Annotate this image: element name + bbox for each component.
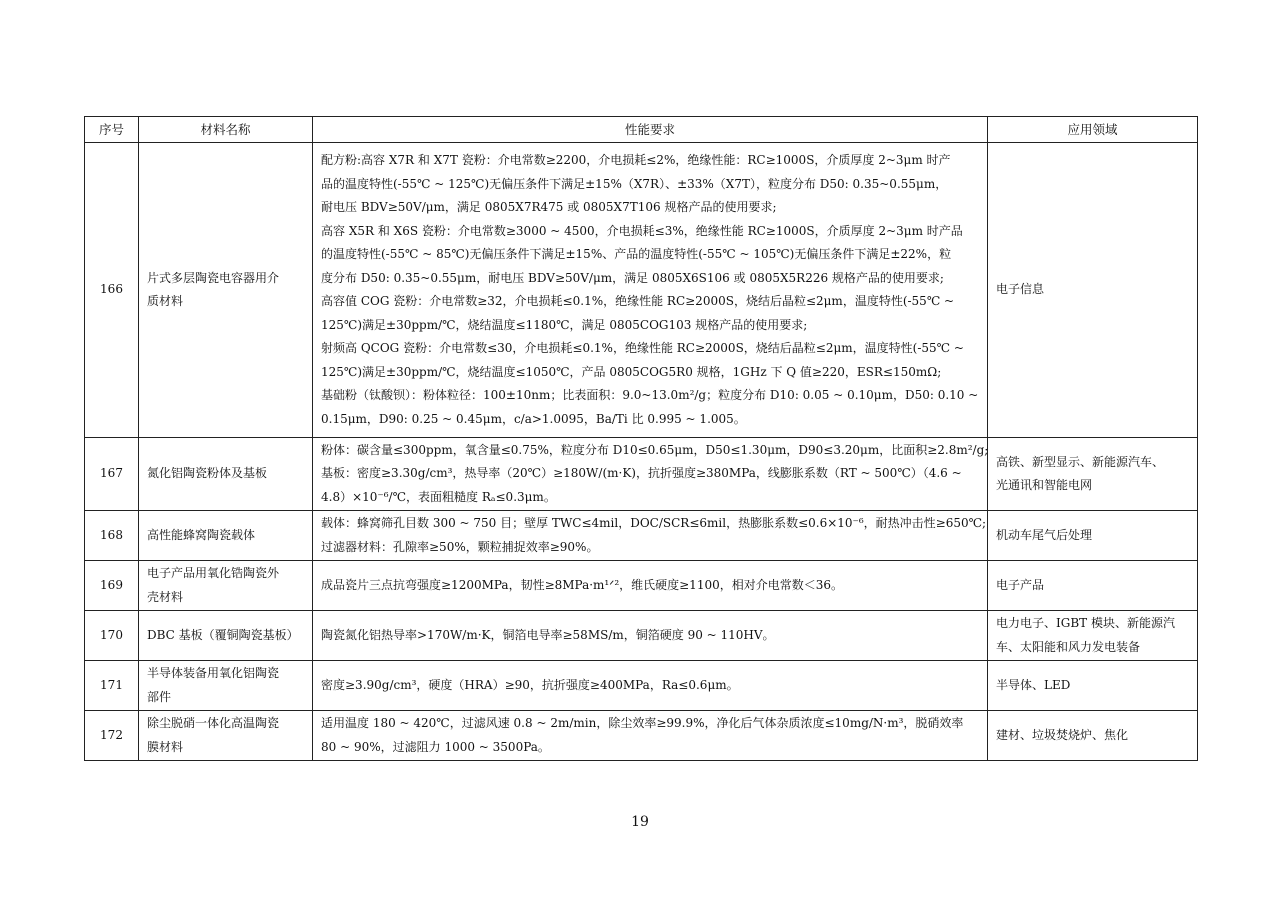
- cell-performance: [313, 611, 988, 661]
- cell-performance-line: 耐电压 BDV≥50V/μm，满足 0805X7R475 或 0805X7T106 规格产品的使用要求;: [321, 200, 777, 214]
- header-application: 应用领域: [988, 117, 1198, 143]
- cell-performance-line: 125℃)满足±30ppm/℃，烧结温度≤1050℃，产品 0805COG5R0 规格，1GHz 下 Q 值≥220，ESR≤150mΩ;: [321, 364, 942, 379]
- cell-performance-line: 基础粉（钛酸钡）：粉体粒径：100±10nm；比表面积：9.0~13.0m²/g；粒度分布 D10: 0.05 ~ 0.10μm，D50: 0.10 ~: [321, 388, 979, 402]
- cell-material-name-line: DBC 基板（覆铜陶瓷基板）: [147, 627, 299, 642]
- cell-performance-line: 80 ~ 90%，过滤阻力 1000 ~ 3500Pa。: [321, 739, 550, 754]
- cell-material-name: [139, 611, 313, 661]
- cell-performance-line: 4.8）×10⁻⁶/℃，表面粗糙度 Rₐ≤0.3μm。: [321, 489, 556, 504]
- cell-performance-line: 度分布 D50: 0.35~0.55μm，耐电压 BDV≥50V/μm，满足 0805X6S106 或 0805X5R226 规格产品的使用要求;: [321, 270, 944, 285]
- materials-table: [84, 116, 1198, 761]
- cell-performance-line: 过滤器材料：孔隙率≥50%，颗粒捕捉效率≥90%。: [321, 539, 599, 554]
- cell-performance-line: 成品瓷片三点抗弯强度≥1200MPa，韧性≥8MPa·m¹ᐟ²，维氏硬度≥1100，相对介电常数＜36。: [321, 577, 843, 592]
- table-row: [85, 711, 1198, 761]
- cell-performance-line: 的温度特性(-55℃ ~ 85℃)无偏压条件下满足±15%、产品的温度特性(-55℃ ~ 105℃)无偏压条件下满足±22%，粒: [321, 247, 952, 261]
- cell-material-name: [139, 661, 313, 711]
- table-body: [85, 143, 1198, 761]
- cell-no: 167: [85, 438, 139, 511]
- cell-performance-line: 陶瓷氮化铝热导率>170W/m·K，铜箔电导率≥58MS/m，铜箔硬度 90 ~ 110HV。: [321, 627, 775, 642]
- cell-material-name-line: 片式多层陶瓷电容器用介: [147, 270, 280, 285]
- cell-performance-line: 载体：蜂窝筛孔目数 300 ~ 750 目；壁厚 TWC≤4mil，DOC/SCR≤6mil，热膨胀系数≤0.6×10⁻⁶，耐热冲击性≥650℃;: [321, 516, 987, 530]
- table-row: [85, 661, 1198, 711]
- table-row: [85, 438, 1198, 511]
- cell-performance-line: 粉体：碳含量≤300ppm，氧含量≤0.75%，粒度分布 D10≤0.65μm，D50≤1.30μm，D90≤3.20μm，比面积≥2.8m²/g;: [321, 442, 989, 457]
- cell-performance-line: 0.15μm，D90: 0.25 ~ 0.45μm，c/a>1.0095，Ba/Ti 比 0.995 ~ 1.005。: [321, 411, 746, 426]
- cell-application: [988, 611, 1198, 661]
- cell-performance: [313, 711, 988, 761]
- cell-material-name-line: 高性能蜂窝陶瓷载体: [147, 527, 256, 542]
- cell-application: [988, 661, 1198, 711]
- cell-application-line: 电子产品: [996, 577, 1045, 592]
- cell-performance-line: 密度≥3.90g/cm³，硬度（HRA）≥90，抗折强度≥400MPa，Ra≤0.6μm。: [321, 677, 739, 692]
- cell-material-name: [139, 561, 313, 611]
- cell-material-name-line: 质材料: [147, 294, 184, 308]
- cell-material-name-line: 壳材料: [147, 589, 184, 604]
- cell-material-name-line: 膜材料: [147, 739, 184, 754]
- cell-no: 169: [85, 561, 139, 611]
- cell-performance-line: 125℃)满足±30ppm/℃，烧结温度≤1180℃，满足 0805COG103 规格产品的使用要求;: [321, 317, 808, 332]
- table-row: [85, 561, 1198, 611]
- table-row: [85, 511, 1198, 561]
- cell-application-line: 建材、垃圾焚烧炉、焦化: [996, 727, 1129, 742]
- cell-material-name: [139, 511, 313, 561]
- header-performance: 性能要求: [313, 117, 988, 143]
- cell-no: 171: [85, 661, 139, 711]
- cell-performance-line: 适用温度 180 ~ 420℃，过滤风速 0.8 ~ 2m/min，除尘效率≥99.9%，净化后气体杂质浓度≤10mg/N·m³，脱硝效率: [321, 716, 964, 730]
- cell-performance-line: 配方粉:高容 X7R 和 X7T 瓷粉：介电常数≥2200，介电损耗≤2%，绝缘性能：RC≥1000S，介质厚度 2~3μm 时产: [321, 153, 951, 167]
- cell-material-name-line: 半导体装备用氧化铝陶瓷: [147, 666, 280, 680]
- cell-application: [988, 438, 1198, 511]
- cell-material-name: [139, 438, 313, 511]
- header-material-name: 材料名称: [139, 117, 313, 143]
- cell-application-line: 半导体、LED: [996, 677, 1071, 692]
- cell-performance: [313, 143, 988, 438]
- cell-no: 166: [85, 143, 139, 438]
- cell-material-name-line: 氮化铝陶瓷粉体及基板: [147, 466, 268, 481]
- cell-material-name-line: 除尘脱硝一体化高温陶瓷: [147, 716, 280, 730]
- cell-performance: [313, 661, 988, 711]
- cell-application-line: 高铁、新型显示、新能源汽车、: [996, 454, 1165, 469]
- cell-performance: [313, 511, 988, 561]
- cell-no: 168: [85, 511, 139, 561]
- cell-no: 170: [85, 611, 139, 661]
- cell-no: 172: [85, 711, 139, 761]
- cell-performance-line: 高容 X5R 和 X6S 瓷粉：介电常数≥3000 ~ 4500，介电损耗≤3%，绝缘性能 RC≥1000S，介质厚度 2~3μm 时产品: [321, 223, 963, 238]
- cell-material-name: [139, 711, 313, 761]
- header-no: 序号: [85, 117, 139, 143]
- cell-performance-line: 射频高 QCOG 瓷粉：介电常数≤30，介电损耗≤0.1%，绝缘性能 RC≥2000S，烧结后晶粒≤2μm，温度特性(-55℃ ~: [321, 341, 964, 355]
- table-row: [85, 611, 1198, 661]
- cell-performance-line: 品的温度特性(-55℃ ~ 125℃)无偏压条件下满足±15%（X7R）、±33%（X7T），粒度分布 D50: 0.35~0.55μm，: [321, 176, 948, 191]
- cell-application-line: 电力电子、IGBT 模块、新能源汽: [996, 616, 1175, 630]
- cell-material-name: [139, 143, 313, 438]
- cell-application: [988, 711, 1198, 761]
- cell-performance-line: 基板：密度≥3.30g/cm³，热导率（20℃）≥180W/(m·K)，抗折强度≥380MPa，线膨胀系数（RT ~ 500℃）（4.6 ~: [321, 466, 962, 481]
- cell-material-name-line: 电子产品用氧化锆陶瓷外: [147, 566, 280, 580]
- cell-application-line: 机动车尾气后处理: [996, 527, 1093, 542]
- cell-application-line: 光通讯和智能电网: [996, 478, 1093, 492]
- cell-performance: [313, 561, 988, 611]
- cell-performance: [313, 438, 988, 511]
- cell-application-line: 车、太阳能和风力发电装备: [996, 639, 1141, 654]
- cell-performance-line: 高容值 COG 瓷粉：介电常数≥32，介电损耗≤0.1%，绝缘性能 RC≥2000S，烧结后晶粒≤2μm，温度特性(-55℃ ~: [321, 294, 955, 308]
- cell-material-name-line: 部件: [147, 689, 172, 704]
- table-row: [85, 143, 1198, 438]
- cell-application: [988, 143, 1198, 438]
- page-number: 19: [631, 814, 649, 830]
- cell-application: [988, 561, 1198, 611]
- cell-application: [988, 511, 1198, 561]
- cell-application-line: 电子信息: [996, 282, 1045, 297]
- table-header-row: [85, 117, 1198, 143]
